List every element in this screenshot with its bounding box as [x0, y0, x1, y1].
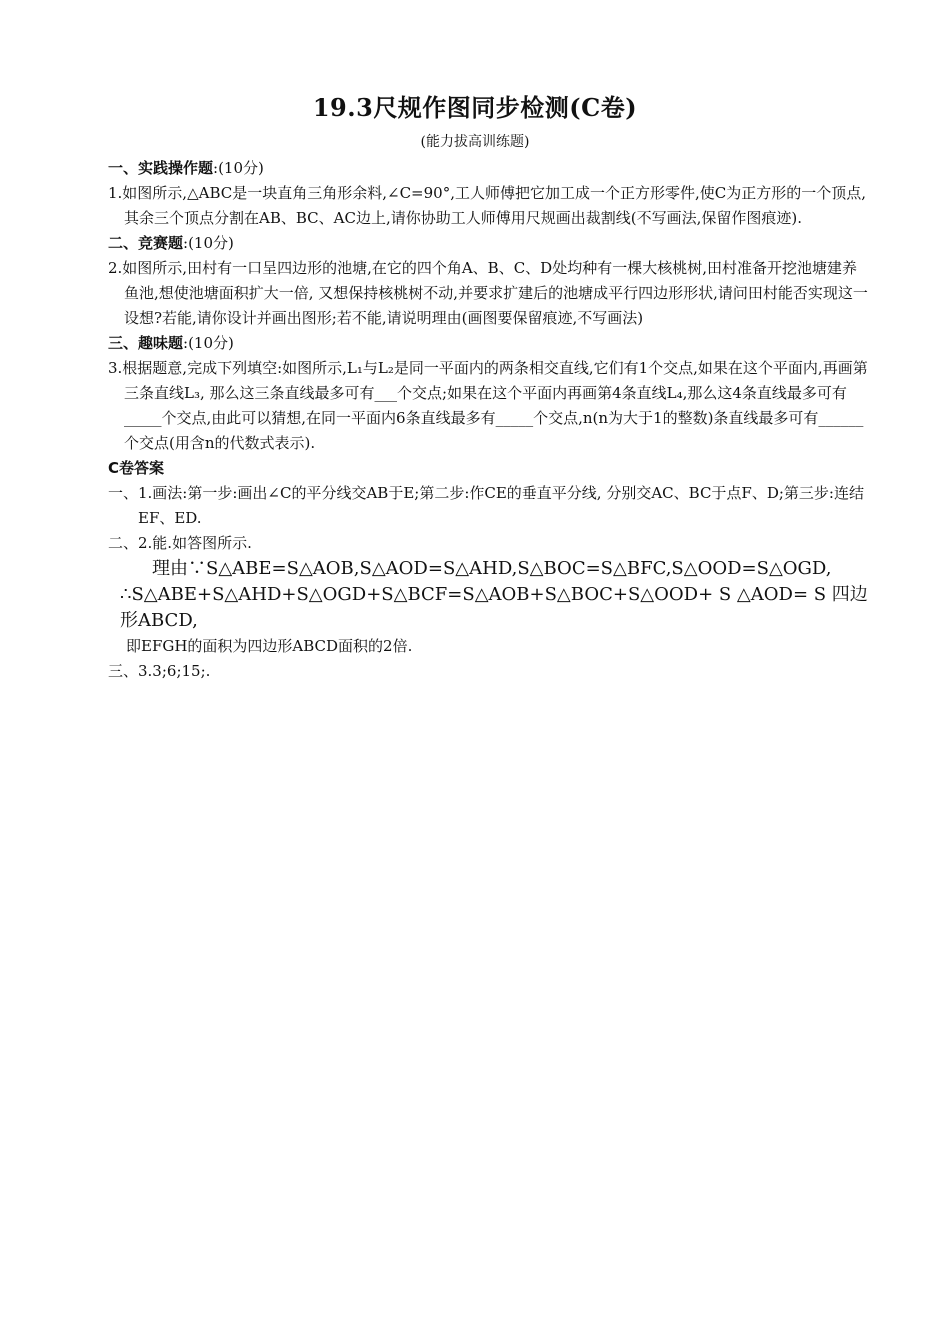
- section-1-score: :(10分): [213, 159, 264, 177]
- answer-2-reason-line-2: ∴S△ABE+S△AHD+S△OGD+S△BCF=S△AOB+S△BOC+S△OOD+ S △AOD= S 四边形ABCD,: [120, 584, 868, 631]
- answer-1: 一、1.画法:第一步:画出∠C的平分线交AB于E;第二步:作CE的垂直平分线, 分别交AC、BC于点F、D;第三步:连结EF、ED.: [108, 484, 864, 527]
- section-3-heading: 三、趣味题: [108, 334, 184, 352]
- question-1: 1.如图所示,△ABC是一块直角三角形余料,∠C=90°,工人师傅把它加工成一个正方形零件,使C为正方形的一个顶点,其余三个顶点分割在AB、BC、AC边上,请你协助工人师傅用尺规画出裁割线(不写画法,保留作图痕迹).: [108, 184, 866, 227]
- answer-2: 二、2.能.如答图所示.: [108, 534, 252, 552]
- question-3: 3.根据题意,完成下列填空:如图所示,L₁与L₂是同一平面内的两条相交直线,它们有1个交点,如果在这个平面内,再画第三条直线L₃, 那么这三条直线最多可有___个交点;如果在这个平面内再画第4条直线L₄,那么这4条直线最多可有_____个交点,由此可以猜想,在同一平面内6条直线最多有_____个交点,n(n为大于1的整数)条直线最多可有______个交点(用含n的代数式表示).: [108, 359, 868, 452]
- document-body: [108, 156, 868, 684]
- answers-title: C卷答案: [108, 459, 165, 477]
- section-3-score: :(10分): [183, 334, 234, 352]
- answer-2-reason-line-3: 即EFGH的面积为四边形ABCD面积的2倍.: [126, 637, 413, 655]
- section-2-heading: 二、竞赛题: [108, 234, 184, 252]
- section-2-header: [108, 231, 868, 256]
- answer-3: 三、3.3;6;15;.: [108, 662, 211, 680]
- answer-2-reason-line-1: 理由∵S△ABE=S△AOB,S△AOD=S△AHD,S△BOC=S△BFC,S△OOD=S△OGD,: [152, 558, 832, 579]
- section-3-header: [108, 331, 868, 356]
- section-1-header: [108, 156, 868, 181]
- section-1-heading: 一、实践操作题: [108, 159, 214, 177]
- page-title: 19.3尺规作图同步检测(C卷): [312, 93, 638, 122]
- page-subtitle: (能力拔高训练题): [420, 134, 530, 150]
- section-2-score: :(10分): [183, 234, 234, 252]
- question-2: 2.如图所示,田村有一口呈四边形的池塘,在它的四个角A、B、C、D处均种有一棵大核桃树,田村准备开挖池塘建养鱼池,想使池塘面积扩大一倍, 又想保持核桃树不动,并要求扩建后的池塘成平行四边形形状,请问田村能否实现这一设想?若能,请你设计并画出图形;若不能,请说明理由(画图要保留痕迹,不写画法): [108, 259, 868, 327]
